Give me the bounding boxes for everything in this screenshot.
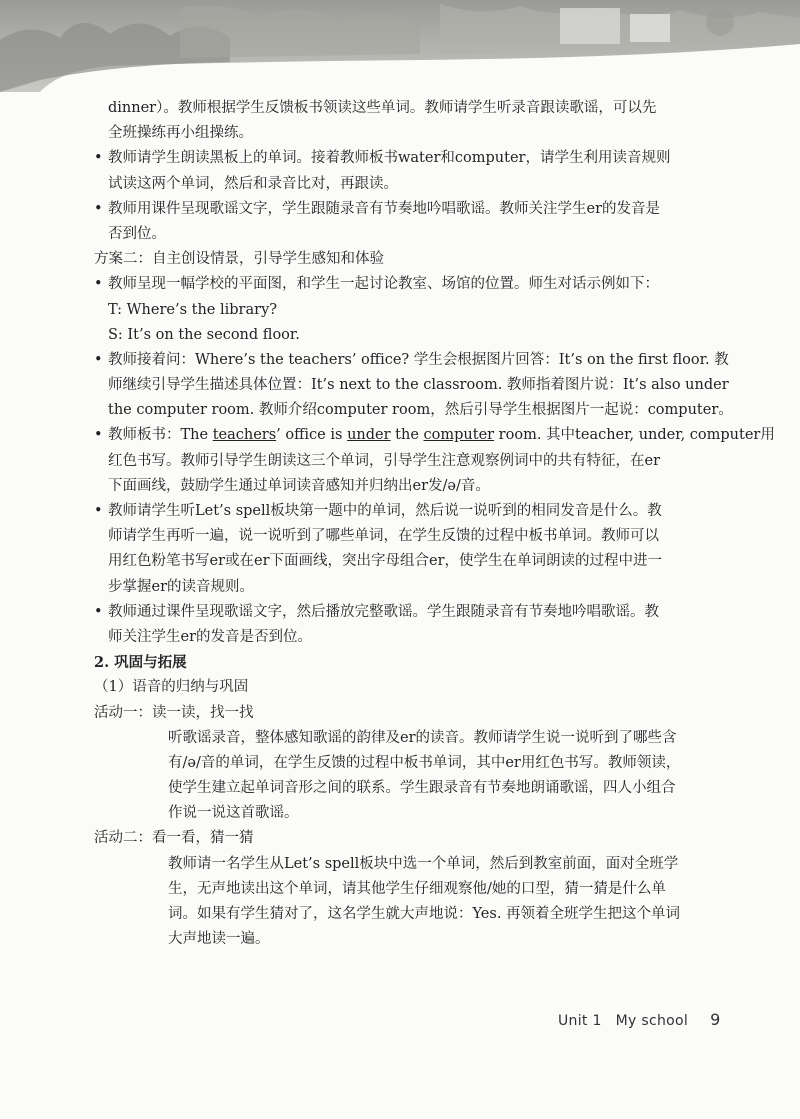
paragraph-line: 师请学生再听一遍，说一说听到了哪些单词，在学生反馈的过程中板书单词。教师可以 — [108, 528, 659, 545]
dialog-line: S: It’s on the second floor. — [108, 326, 300, 343]
activity-line: 词。如果有学生猜对了，这名学生就大声地说：Yes. 再领着全班学生把这个单词 — [168, 906, 681, 922]
subsection-heading: （1）语音的归纳与巩固 — [94, 679, 249, 696]
activity-line: 大声地读一遍。 — [168, 931, 270, 948]
bullet-text: 教师呈现一幅学校的平面图，和学生一起讨论教室、场馆的位置。师生对话示例如下： — [108, 276, 659, 293]
bullet-text: 教师用课件呈现歌谣文字，学生跟随录音有节奏地吟唱歌谣。教师关注学生er的发音是 — [108, 200, 661, 217]
paragraph-line: 师继续引导学生描述具体位置：It’s next to the classroom. 教师指着图片说：It’s also under — [108, 377, 729, 394]
bullet-text: 教师通过课件呈现歌谣文字，然后播放完整歌谣。学生跟随录音有节奏地吟唱歌谣。教 — [108, 603, 659, 620]
activity-line: 教师请一名学生从Let’s spell板块中选一个单词，然后到教室前面，面对全班学 — [168, 855, 679, 872]
page-footer — [558, 1010, 721, 1029]
bullet-icon: • — [94, 276, 103, 293]
activity-line: 作说一说这首歌谣。 — [168, 805, 299, 822]
paragraph-line: 步掌握er的读音规则。 — [108, 578, 255, 595]
activity-heading: 活动一：读一读，找一找 — [94, 704, 254, 721]
bullet-item — [94, 499, 728, 524]
bullet-icon: • — [94, 200, 103, 217]
bullet-item — [94, 272, 728, 297]
activity-line: 有/ə/音的单词，在学生反馈的过程中板书单词，其中er用红色书写。教师领读， — [168, 754, 681, 771]
bullet-item — [94, 423, 775, 448]
bullet-text: 教师请学生朗读黑板上的单词。接着教师板书water和computer，请学生利用读音规则 — [108, 150, 671, 167]
bullet-item — [94, 146, 728, 171]
footer-title: My school — [615, 1013, 689, 1029]
text-segment: room. 其中teacher, under, computer用 — [494, 427, 775, 444]
paragraph-line: dinner）。教师根据学生反馈板书领读这些单词。教师请学生听录音跟读歌谣，可以先 — [108, 100, 657, 116]
bullet-text: 教师接着问：Where’s the teachers’ office? 学生会根据图片回答：It’s on the first floor. 教 — [108, 351, 729, 368]
plan-heading: 方案二：自主创设情景，引导学生感知和体验 — [94, 251, 384, 268]
bullet-icon: • — [94, 603, 103, 620]
bullet-item — [94, 348, 729, 373]
activity-line: 使学生建立起单词音形之间的联系。学生跟录音有节奏地朗诵歌谣，四人小组合 — [168, 780, 676, 797]
paragraph-line: 下面画线，鼓励学生通过单词读音感知并归纳出er发/ə/音。 — [108, 477, 490, 494]
dialog-line: T: Where’s the library? — [108, 301, 278, 318]
bullet-icon: • — [94, 351, 103, 368]
bullet-icon: • — [94, 150, 103, 167]
header-banner — [0, 0, 800, 92]
underlined-word: under — [347, 427, 391, 444]
document-body — [94, 96, 775, 952]
bullet-icon: • — [94, 427, 103, 444]
activity-line: 生，无声地读出这个单词，请其他学生仔细观察他/她的口型，猜一猜是什么单 — [168, 880, 666, 897]
activity-heading: 活动二：看一看，猜一猜 — [94, 830, 254, 847]
paragraph-line: 红色书写。教师引导学生朗读这三个单词，引导学生注意观察例词中的共有特征，在er — [108, 452, 661, 469]
paragraph-line: 全班操练再小组操练。 — [108, 125, 253, 142]
paragraph-line: 试读这两个单词，然后和录音比对，再跟读。 — [108, 175, 398, 192]
paragraph-line: 用红色粉笔书写er或在er下面画线，突出字母组合er，使学生在单词朗读的过程中进一 — [108, 553, 663, 570]
paragraph-line: 否到位。 — [108, 225, 166, 242]
activity-line: 听歌谣录音，整体感知歌谣的韵律及er的读音。教师请学生说一说听到了哪些含 — [168, 729, 677, 746]
section-heading: 2. 巩固与拓展 — [94, 654, 187, 672]
page-number: 9 — [710, 1010, 721, 1029]
text-segment: 教师板书：The — [108, 427, 213, 444]
paragraph-line: 师关注学生er的发音是否到位。 — [108, 628, 313, 645]
header-decoration-image — [0, 0, 800, 92]
footer-unit: Unit 1 — [558, 1013, 602, 1029]
text-segment: the — [390, 427, 424, 444]
text-segment: ’ office is — [276, 427, 348, 444]
bullet-item — [94, 197, 728, 222]
underlined-word: teachers — [212, 427, 277, 444]
bullet-text: 教师请学生听Let’s spell板块第一题中的单词，然后说一说听到的相同发音是什么。教 — [108, 503, 662, 519]
paragraph-line: the computer room. 教师介绍computer room，然后引导学生根据图片一起说：computer。 — [108, 402, 733, 419]
underlined-word: computer — [423, 427, 495, 444]
bullet-item — [94, 600, 728, 625]
bullet-icon: • — [94, 503, 103, 519]
